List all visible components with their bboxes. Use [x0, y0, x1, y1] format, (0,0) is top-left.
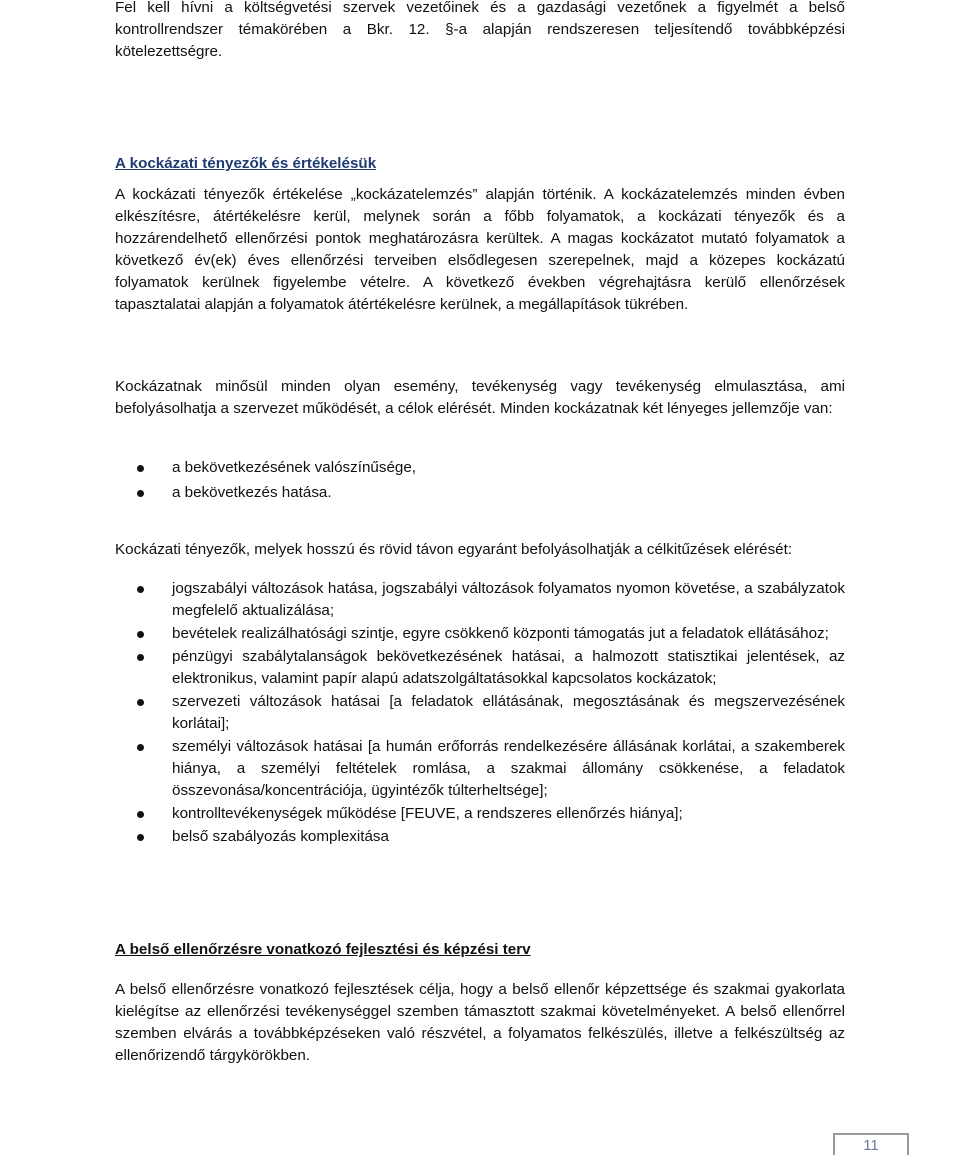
- risk-section-paragraph: A kockázati tényezők értékelése „kockázatelemzés” alapján történik. A kockázatelemzés minden évben elkészítésre, átértékelésre kerül, melynek során a főbb folyamatok, a kockázati tényezők és a hozzárendelhető ellenőrzési pontok meghatározásra kerültek. A magas kockázatot mutató folyamatok a következő év(ek) éves ellenőrzési terveiben elsődlegesen szerepelnek, majd a közepes kockázatú folyamatok kerülnek figyelembe vételre. A következő években végrehajtásra kerülő ellenőrzések tapasztalatai alapján a folyamatok átértékelésre kerülnek, a megállapítások tükrében.: [115, 186, 845, 313]
- bullet-icon: [137, 834, 144, 841]
- training-section-heading: A belső ellenőrzésre vonatkozó fejlesztési és képzési terv: [115, 941, 531, 958]
- list-item: kontrolltevékenységek működése [FEUVE, a rendszeres ellenőrzés hiánya];: [115, 803, 845, 825]
- risk-section-heading: A kockázati tényezők és értékelésük: [115, 155, 377, 172]
- bullet-icon: [137, 744, 144, 751]
- list-item: jogszabályi változások hatása, jogszabályi változások folyamatos nyomon követése, a szabályzatok megfelelő aktualizálása;: [115, 578, 845, 622]
- bullet-icon: [137, 654, 144, 661]
- list-item: a bekövetkezés hatása.: [115, 482, 845, 504]
- risk-definition-block: [115, 376, 845, 420]
- bullet-icon: [137, 490, 144, 497]
- list-item: szervezeti változások hatásai [a feladatok ellátásának, megosztásának és megszervezésének korlátai];: [115, 691, 845, 735]
- page-number: 11: [833, 1133, 909, 1155]
- list-item: belső szabályozás komplexitása: [115, 826, 845, 848]
- list-item: a bekövetkezésének valószínűsége,: [115, 457, 845, 479]
- bullet-icon: [137, 465, 144, 472]
- list-item: bevételek realizálhatósági szintje, egyre csökkenő központi támogatás jut a feladatok ellátásához;: [115, 623, 845, 645]
- bullet-icon: [137, 631, 144, 638]
- list-item: pénzügyi szabálytalanságok bekövetkezésének hatásai, a halmozott statisztikai jelentések, az elektronikus, valamint papír alapú adatszolgáltatásokkal kapcsolatos kockázatok;: [115, 646, 845, 690]
- risk-factors-list: [115, 578, 845, 848]
- bullet-icon: [137, 811, 144, 818]
- risk-factors-intro: [115, 539, 845, 561]
- training-section-block: [115, 979, 845, 1067]
- list-item: személyi változások hatásai [a humán erőforrás rendelkezésére állásának korlátai, a szakemberek hiánya, a személyi feltételek romlása, a szakmai állomány csökkenése, a feladatok összevonása/koncentrációja, ügyintézők túlterheltsége];: [115, 736, 845, 802]
- risk-section-block: [115, 184, 845, 316]
- intro-paragraph: Fel kell hívni a költségvetési szervek vezetőinek és a gazdasági vezetőnek a figyelmét a belső kontrollrendszer témakörében a Bkr. 12. §-a alapján rendszeresen teljesítendő továbbképzési kötelezettségre.: [115, 0, 845, 60]
- risk-definition-paragraph: Kockázatnak minősül minden olyan esemény, tevékenység vagy tevékenység elmulasztása, ami befolyásolhatja a szervezet működését, a célok elérését. Minden kockázatnak két lényeges jellemzője van:: [115, 378, 845, 417]
- training-section-paragraph: A belső ellenőrzésre vonatkozó fejlesztések célja, hogy a belső ellenőr képzettsége és szakmai gyakorlata kielégítse az ellenőrzési tevékenységgel szemben támasztott szakmai követelményeket. A belső ellenőrrel szemben elvárás a továbbképzéseken való részvétel, a folyamatos felkészülés, illetve a felkészültség az ellenőrizendő tárgykörökben.: [115, 981, 845, 1064]
- bullet-icon: [137, 586, 144, 593]
- intro-block: [115, 0, 845, 63]
- bullet-icon: [137, 699, 144, 706]
- risk-factors-paragraph: Kockázati tényezők, melyek hosszú és rövid távon egyaránt befolyásolhatják a célkitűzések elérését:: [115, 541, 793, 558]
- risk-characteristics-list: [115, 457, 845, 504]
